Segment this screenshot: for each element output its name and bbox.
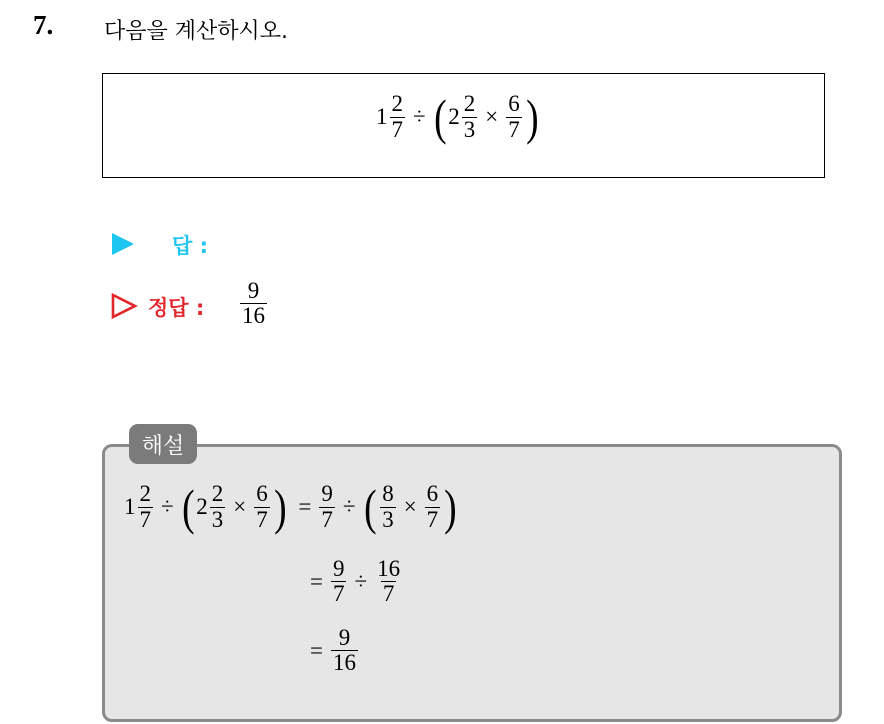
triangle-icon — [112, 233, 134, 255]
denominator: 7 — [426, 506, 439, 532]
mixed-whole: 1 — [376, 104, 388, 129]
numerator: 9 — [321, 481, 333, 507]
denominator: 7 — [382, 581, 395, 607]
denominator: 3 — [211, 506, 224, 532]
numerator: 2 — [211, 481, 224, 507]
denominator: 7 — [508, 116, 520, 142]
equals-sign: = — [310, 568, 323, 594]
question-text: 다음을 계산하시오. — [104, 19, 289, 44]
numerator: 16 — [377, 556, 401, 581]
solution-line-1 — [124, 479, 459, 535]
times-sign: × — [233, 494, 247, 519]
fraction — [254, 482, 270, 531]
numerator: 9 — [338, 625, 351, 650]
denominator: 7 — [139, 506, 151, 532]
divide-sign: ÷ — [413, 104, 426, 129]
mixed-whole: 1 — [124, 494, 136, 519]
triangle-outline-icon — [113, 295, 135, 317]
numerator: 9 — [332, 556, 345, 581]
solution-line-3 — [304, 626, 360, 675]
denominator: 3 — [382, 506, 394, 532]
answer-marker-filled-icon — [110, 232, 136, 260]
right-paren: ) — [525, 89, 539, 145]
answer-label: 답 : — [172, 234, 208, 258]
times-sign: × — [485, 104, 499, 129]
left-paren: ( — [433, 89, 447, 145]
equals-sign: = — [310, 637, 323, 663]
fraction — [240, 279, 267, 328]
problem-expression — [376, 89, 540, 145]
equals-sign: = — [298, 494, 312, 519]
numerator: 6 — [426, 481, 439, 507]
left-paren: ( — [181, 479, 195, 535]
right-paren: ) — [444, 479, 457, 535]
numerator: 9 — [247, 278, 260, 303]
times-sign: × — [403, 494, 417, 519]
fraction — [319, 482, 335, 531]
denominator: 7 — [321, 506, 333, 532]
mixed-whole: 2 — [196, 494, 208, 519]
right-paren: ) — [273, 479, 287, 535]
numerator: 6 — [256, 481, 268, 507]
solution-line-2 — [304, 557, 404, 606]
fraction — [331, 557, 347, 606]
denominator: 3 — [463, 116, 476, 142]
denominator: 7 — [256, 506, 268, 532]
correct-answer-label: 정답 : — [148, 296, 205, 320]
fraction — [506, 92, 522, 141]
numerator: 8 — [382, 481, 394, 507]
question-number: 7. — [33, 10, 54, 40]
mixed-whole: 2 — [448, 104, 460, 129]
divide-sign: ÷ — [354, 568, 368, 594]
left-paren: ( — [363, 479, 377, 535]
denominator: 7 — [391, 116, 403, 142]
denominator: 7 — [332, 581, 345, 607]
numerator: 2 — [139, 481, 151, 507]
divide-sign: ÷ — [161, 494, 174, 519]
correct-answer-value — [238, 279, 269, 328]
fraction — [375, 557, 402, 606]
fraction — [390, 92, 406, 141]
numerator: 2 — [463, 91, 476, 117]
fraction — [425, 482, 441, 531]
correct-marker-outline-icon — [110, 293, 138, 323]
fraction — [462, 92, 478, 141]
denominator: 16 — [332, 650, 356, 676]
fraction — [138, 482, 154, 531]
fraction — [380, 482, 396, 531]
fraction — [331, 626, 358, 675]
divide-sign: ÷ — [342, 494, 356, 519]
numerator: 6 — [508, 91, 520, 117]
denominator: 16 — [242, 303, 265, 329]
fraction — [210, 482, 226, 531]
numerator: 2 — [391, 91, 403, 117]
solution-tab: 해설 — [129, 424, 197, 464]
